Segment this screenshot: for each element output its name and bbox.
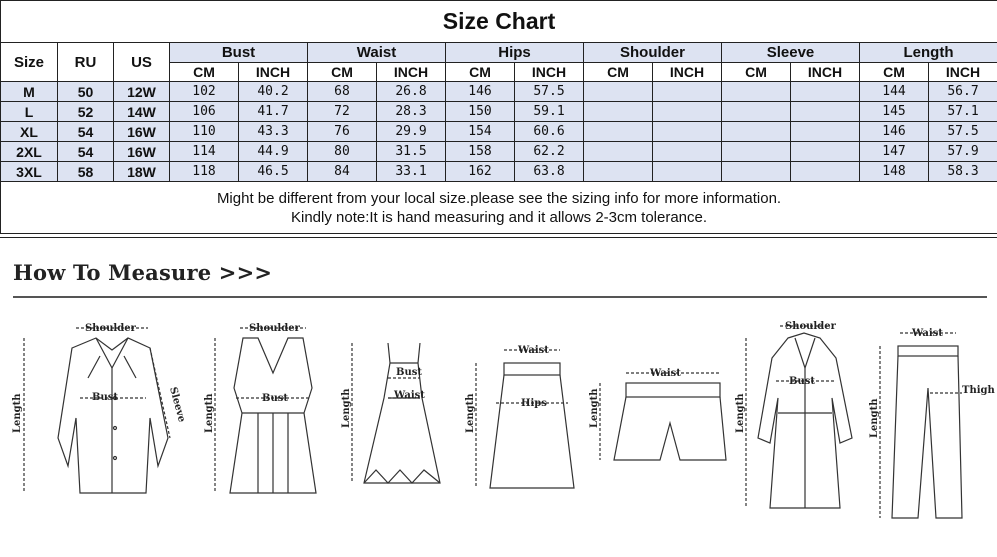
measurement-cell: 102: [170, 82, 239, 102]
measurement-cell: 43.3: [239, 122, 308, 142]
measurement-cell: 56.7: [929, 82, 997, 102]
measurement-cell: 26.8: [377, 82, 446, 102]
unit-header: CM: [860, 63, 929, 82]
shoulder-label-6: Shoulder: [785, 321, 837, 332]
ru-cell: 52: [58, 102, 114, 122]
measurement-cell: 146: [446, 82, 515, 102]
size-table: [0, 0, 997, 234]
us-cell: 12W: [114, 82, 170, 102]
how-to-measure-title: How To Measure >>>: [13, 260, 272, 285]
length-label-3: Length: [341, 388, 352, 428]
measurement-cell: 41.7: [239, 102, 308, 122]
measurement-cell: 162: [446, 162, 515, 182]
chart-title: Size Chart: [1, 1, 997, 43]
us-cell: 14W: [114, 102, 170, 122]
size-cell: L: [1, 102, 58, 122]
shorts-sketch: [589, 368, 726, 460]
measurement-cell: [584, 102, 653, 122]
sleeve-label-1: Sleeve: [167, 386, 187, 424]
measurement-cell: [722, 82, 791, 102]
size-cell: M: [1, 82, 58, 102]
measurement-cell: [791, 82, 860, 102]
how-to-measure-section: [0, 237, 997, 557]
bust-label-6: Bust: [789, 376, 815, 387]
length-label-5: Length: [589, 388, 600, 428]
ru-cell: 54: [58, 122, 114, 142]
measurement-cell: 44.9: [239, 142, 308, 162]
unit-header: INCH: [377, 63, 446, 82]
measurement-cell: 57.1: [929, 102, 997, 122]
measurement-cell: 63.8: [515, 162, 584, 182]
length-label-2: Length: [204, 393, 215, 433]
measurement-cell: 57.5: [929, 122, 997, 142]
measurement-cell: 154: [446, 122, 515, 142]
measurement-cell: [791, 162, 860, 182]
measurement-cell: 46.5: [239, 162, 308, 182]
size-header: Size: [1, 43, 58, 82]
measurement-cell: 59.1: [515, 102, 584, 122]
measurement-cell: [653, 162, 722, 182]
unit-header: INCH: [653, 63, 722, 82]
table-row: [1, 82, 997, 102]
table-row: [1, 142, 997, 162]
blouse-sketch: [12, 323, 187, 493]
bust-label-3: Bust: [396, 367, 422, 378]
measurement-cell: 58.3: [929, 162, 997, 182]
waist-label-3: Waist: [393, 390, 425, 401]
unit-header: CM: [584, 63, 653, 82]
unit-header: CM: [722, 63, 791, 82]
trench-coat-sketch: [735, 321, 852, 508]
hips-header: Hips: [446, 43, 584, 63]
ru-cell: 54: [58, 142, 114, 162]
measurement-cell: [653, 142, 722, 162]
strap-dress-sketch: [341, 343, 440, 483]
measurement-cell: 158: [446, 142, 515, 162]
ru-cell: 50: [58, 82, 114, 102]
us-cell: 16W: [114, 142, 170, 162]
ru-header: RU: [58, 43, 114, 82]
bust-header: Bust: [170, 43, 308, 63]
shoulder-label-2: Shoulder: [249, 323, 301, 334]
hips-label-4: Hips: [521, 398, 547, 409]
measurement-cell: [791, 102, 860, 122]
us-cell: 16W: [114, 122, 170, 142]
measurement-cell: 84: [308, 162, 377, 182]
measurement-cell: 57.9: [929, 142, 997, 162]
unit-header: INCH: [791, 63, 860, 82]
measurement-cell: 106: [170, 102, 239, 122]
length-label-4: Length: [465, 393, 476, 433]
notes: [1, 182, 997, 234]
measurement-cell: [584, 142, 653, 162]
bust-label-1: Bust: [92, 392, 118, 403]
measurement-cell: 80: [308, 142, 377, 162]
sleeve-header: Sleeve: [722, 43, 860, 63]
measurement-cell: 114: [170, 142, 239, 162]
unit-header: CM: [170, 63, 239, 82]
us-header: US: [114, 43, 170, 82]
measurement-cell: 144: [860, 82, 929, 102]
size-cell: XL: [1, 122, 58, 142]
length-label-1: Length: [12, 393, 23, 433]
measurement-cell: 72: [308, 102, 377, 122]
unit-header: CM: [308, 63, 377, 82]
measurement-cell: [653, 122, 722, 142]
measurement-cell: [791, 122, 860, 142]
us-cell: 18W: [114, 162, 170, 182]
shoulder-label-1: Shoulder: [85, 323, 137, 334]
length-label-6: Length: [735, 393, 746, 433]
measurement-cell: [584, 162, 653, 182]
measurement-cell: 148: [860, 162, 929, 182]
measurement-cell: 76: [308, 122, 377, 142]
table-row: [1, 162, 997, 182]
measurement-cell: 60.6: [515, 122, 584, 142]
measurement-cell: 31.5: [377, 142, 446, 162]
size-cell: 2XL: [1, 142, 58, 162]
measurement-cell: 62.2: [515, 142, 584, 162]
bust-label-2: Bust: [262, 393, 288, 404]
measurement-cell: 145: [860, 102, 929, 122]
measurement-cell: 146: [860, 122, 929, 142]
measurement-cell: [722, 142, 791, 162]
note-line-1: Might be different from your local size.please see the sizing info for more information.: [1, 189, 997, 208]
trousers-sketch: [869, 328, 996, 518]
unit-header: INCH: [929, 63, 997, 82]
measurement-cell: [653, 102, 722, 122]
measurement-cell: [722, 162, 791, 182]
garment-sketches: [0, 238, 997, 557]
measurement-cell: 147: [860, 142, 929, 162]
unit-header: INCH: [239, 63, 308, 82]
size-chart: [0, 0, 997, 237]
measurement-cell: [722, 102, 791, 122]
measurement-cell: 68: [308, 82, 377, 102]
shoulder-header: Shoulder: [584, 43, 722, 63]
measurement-cell: [791, 142, 860, 162]
waist-header: Waist: [308, 43, 446, 63]
measurement-cell: [653, 82, 722, 102]
waist-label-5: Waist: [649, 368, 681, 379]
table-row: [1, 122, 997, 142]
measurement-cell: 33.1: [377, 162, 446, 182]
measurement-cell: 118: [170, 162, 239, 182]
tank-top-sketch: [204, 323, 316, 493]
waist-label-4: Waist: [517, 345, 549, 356]
table-row: [1, 102, 997, 122]
measurement-cell: [584, 82, 653, 102]
waist-label-7: Waist: [911, 328, 943, 339]
unit-header: INCH: [515, 63, 584, 82]
measurement-cell: 150: [446, 102, 515, 122]
thigh-label-7: Thigh: [962, 385, 996, 396]
measurement-cell: 57.5: [515, 82, 584, 102]
size-cell: 3XL: [1, 162, 58, 182]
measurement-cell: 40.2: [239, 82, 308, 102]
ru-cell: 58: [58, 162, 114, 182]
measurement-cell: 29.9: [377, 122, 446, 142]
length-label-7: Length: [869, 398, 880, 438]
length-header: Length: [860, 43, 997, 63]
unit-header: CM: [446, 63, 515, 82]
note-line-2: Kindly note:It is hand measuring and it allows 2-3cm tolerance.: [1, 208, 997, 227]
measurement-cell: [584, 122, 653, 142]
measurement-cell: 110: [170, 122, 239, 142]
measurement-cell: [722, 122, 791, 142]
skirt-sketch: [465, 345, 574, 488]
measurement-cell: 28.3: [377, 102, 446, 122]
